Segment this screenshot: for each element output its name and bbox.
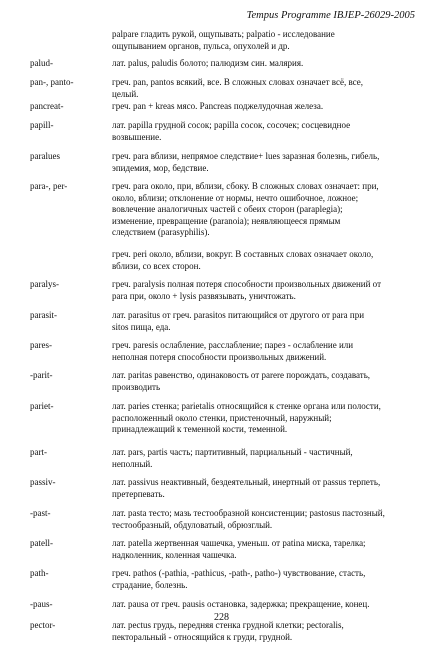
entry-term: passiv- [30,477,56,487]
entry-term: part- [30,447,47,457]
definition-line: следствием (parasyphilis). [112,227,210,238]
definition-line: лат. palus, paludis болото; палюдизм син. малярия. [112,58,304,68]
entry-term: -parit- [30,370,53,380]
entry-definition [112,568,416,591]
entry-term: pan-, panto- [30,77,74,87]
entry-term: parasit- [30,310,57,320]
entry-definition [112,538,416,561]
definition-line: лат. paritas равенство, одинаковость от parere порождать, создавать, [112,370,371,380]
definition-line: неполная потеря способности произвольных движений. [112,351,327,362]
definition-line: para при, около + lysis развязывать, уничтожать. [112,290,296,301]
entry-definition [112,120,416,143]
definition-line: вовлечение аналогичных частей с обеих сторон (paraplegia); [112,204,343,215]
definition-line: лат. pectus грудь, передняя стенка грудной клетки; pectoralis, [112,620,344,630]
definition-line: расположенный около стенки, пристеночный, наружный; [112,412,332,423]
entry-definition [112,508,416,531]
entry-term: path- [30,568,49,578]
definition-line: возвышение. [112,131,162,142]
entry-definition [112,620,416,643]
entry-definition [112,279,416,302]
definition-line: sitos пища, еда. [112,321,171,332]
page-header: Tempus Programme IBJEP-26029-2005 [246,10,415,21]
entry-term: pares- [30,340,52,350]
definition-line: греч. paralysis полная потеря способности произвольных движений от [112,279,381,289]
definition-line: лат. pasta тесто; мазь тестообразной консистенции; pastosus пастозный, [112,508,385,518]
entry-definition [112,477,416,500]
definition-line: неполный. [112,458,153,469]
definition-line: претерпевать. [112,488,165,499]
definition-line: лат. pars, partis часть; партитивный, парциальный - частичный, [112,447,353,457]
entry-term: pector- [30,620,56,630]
definition-line: греч. paresis ослабление, расслабление; парез - ослабление или [112,340,354,350]
entry-definition [112,77,416,100]
entry-term: para-, per- [30,181,68,191]
entry-definition [112,181,416,239]
entry-definition [112,599,416,611]
definition-line: лат. papilla грудной сосок; papilla сосок, сосочек; сосцевидное [112,120,351,130]
entry-term: patell- [30,538,53,548]
entry-term: -paus- [30,599,53,609]
entry-term: -past- [30,508,51,518]
page-number: 228 [214,612,229,623]
entry-definition [112,58,416,70]
entry-definition [112,310,416,333]
definition-line: ощупыванием органов, пульса, опухолей и др. [112,40,290,51]
entry-term: paralys- [30,279,59,289]
entry-term: paralues [30,151,60,161]
definition-line: лат. paries стенка; parietalis относящийся к стенке органа или полости, [112,401,381,411]
definition-line: изменение, превращение (paranoia); неявляющееся прямым [112,215,341,226]
definition-line: греч. pathos (-pathia, -pathicus, -path-, patho-) чувствование, стасть, [112,568,366,578]
definition-line: страдание, болезнь. [112,579,188,590]
definition-line: греч. pan, pantos всякий, все. В сложных словах означает всё, все, [112,77,364,87]
definition-line: греч. peri около, вблизи, вокруг. В составных словах означает около, [112,249,374,259]
entry-definition [112,101,416,113]
definition-line: тестообразный, обдуловатый, обрюзглый. [112,519,273,530]
definition-line: лат. patella жертвенная чашечка, уменьш. от patina миска, тарелка; [112,538,366,548]
entry-term: papill- [30,120,54,130]
definition-line: производить [112,381,161,392]
definition-line: лат. parasitus от греч. parasitos питающийся от другого от para при [112,310,365,320]
definition-line: palpare гладить рукой, ощупывать; palpatio - исследование [112,29,335,39]
entry-definition [112,447,416,470]
definition-line: греч. para вблизи, непрямое следствие+ lues заразная болезнь, гибель, [112,151,380,161]
entry-term: pariet- [30,401,54,411]
entry-definition [112,340,416,363]
definition-line: целый. [112,88,139,99]
definition-line: греч. para около, при, вблизи, сбоку. В сложных словах означает: при, [112,181,379,191]
definition-line: эпидемия, мор, бедствие. [112,162,209,173]
entry-term: palud- [30,58,53,68]
definition-line: пекторальный - относящийся к груди, грудной. [112,631,293,642]
definition-line: надколенник, коленная чашечка. [112,549,237,560]
entry-definition [112,249,416,272]
entry-definition [112,401,416,436]
definition-line: греч. pan + kreas мясо. Pancreas поджелудочная железа. [112,101,324,111]
definition-line: около, вблизи; отклонение от нормы, нечто ошибочное, ложное; [112,192,359,203]
entry-definition [112,370,416,393]
definition-line: лат. pausa от греч. pausis остановка, задержка; прекращение, конец. [112,599,370,609]
entry-definition [112,29,416,52]
entry-definition [112,151,416,174]
definition-line: лат. passivus неактивный, бездеятельный, инертный от passus терпеть, [112,477,381,487]
entry-term: pancreat- [30,101,64,111]
definition-line: вблизи, со всех сторон. [112,260,201,271]
definition-line: принадлежащий к теменной кости, теменной. [112,424,288,435]
